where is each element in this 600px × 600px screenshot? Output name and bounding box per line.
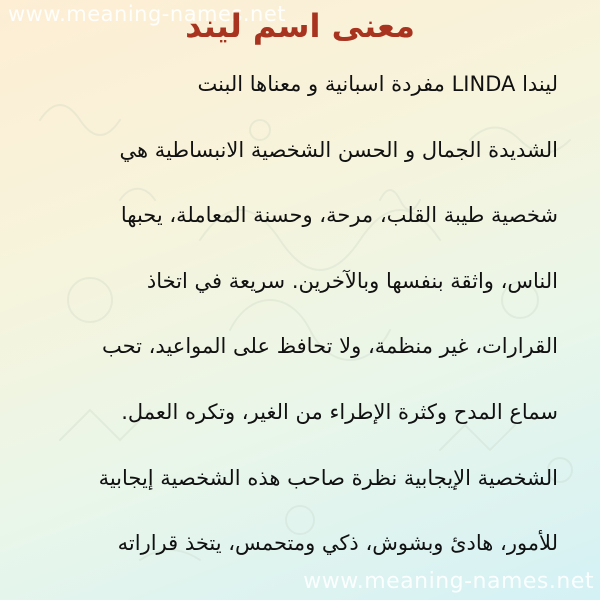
watermark-top: www.meaning-names.net xyxy=(8,2,287,26)
text-line: شخصية طيبة القلب، مرحة، وحسنة المعاملة، يحبها xyxy=(120,203,558,228)
text-line: القرارات، غير منظمة، ولا تحافظ على المواعيد، تحب xyxy=(101,334,558,359)
text-line: الناس، واثقة بنفسها وبالآخرين. سريعة في اتخاذ xyxy=(146,268,558,293)
meaning-paragraph xyxy=(30,58,558,583)
text-line: الشخصية الإيجابية نظرة صاحب هذه الشخصية إيجابية xyxy=(98,465,558,490)
text-line: للأمور، هادئ وبشوش، ذكي ومتحمس، يتخذ قراراته xyxy=(117,531,558,556)
page-title: معنى اسم ليند xyxy=(185,7,415,45)
text-line: ليندا LINDA مفردة اسبانية و معناها البنت xyxy=(197,72,558,96)
watermark-bottom: www.meaning-names.net xyxy=(303,569,594,594)
text-line: سماع المدح وكثرة الإطراء من الغير، وتكره العمل. xyxy=(121,399,558,424)
text-line: الشديدة الجمال و الحسن الشخصية الانبساطية هي xyxy=(119,137,558,162)
